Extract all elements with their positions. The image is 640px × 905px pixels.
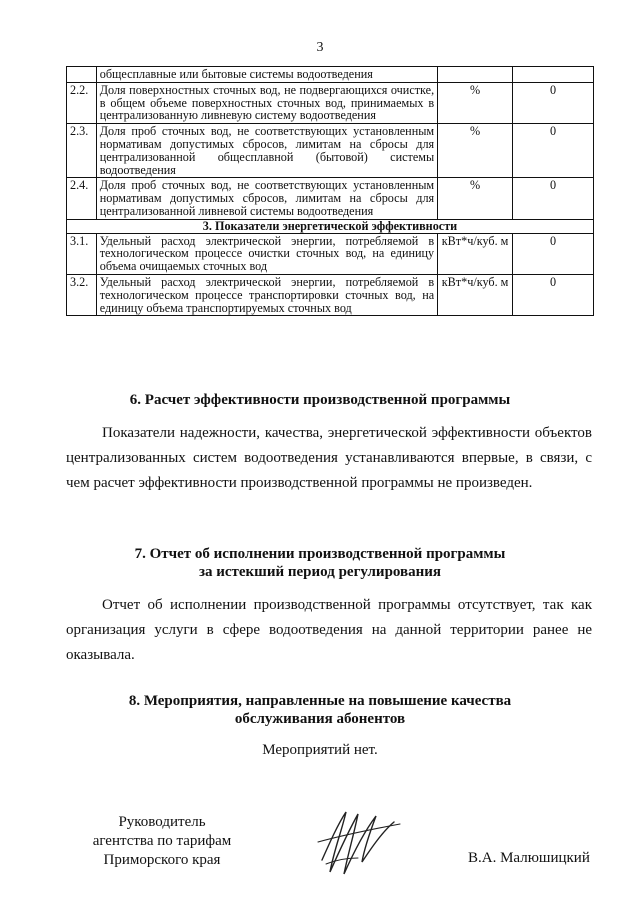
signatory-line3: Приморского края (103, 852, 221, 868)
section7-text (66, 593, 592, 668)
table-row (67, 274, 594, 315)
handwritten-signature-icon (312, 802, 404, 880)
row-value: 0 (512, 274, 593, 315)
row-value: 0 (512, 82, 593, 123)
row-unit: % (438, 124, 513, 178)
row-unit: кВт*ч/куб. м (438, 233, 513, 274)
row-description: Доля проб сточных вод, не соответствующих установленным нормативам допустимых сбросов, лимитам на сбросы для централизованной общесплавной (бытовой) системы водоотведения (96, 124, 437, 178)
section6-text (66, 421, 592, 496)
table-row (67, 233, 594, 274)
page-number: 3 (316, 40, 324, 55)
signatory-line1: Руководитель (118, 814, 206, 830)
row-description: Удельный расход электрической энергии, потребляемой в технологическом процессе транспортировки сточных вод, на единицу объема транспортируемых сточных вод (96, 274, 437, 315)
section8-text: Мероприятий нет. (262, 742, 378, 758)
row-unit (438, 67, 513, 83)
signatory-position (82, 813, 242, 870)
row-number: 2.2. (67, 82, 97, 123)
row-number: 3.2. (67, 274, 97, 315)
table-row (67, 67, 594, 83)
row-value (512, 67, 593, 83)
table-row (67, 124, 594, 178)
row-value: 0 (512, 178, 593, 219)
section7-paragraph: Отчет об исполнении производственной программы отсутствует, так как организация услуги в сфере водоотведения на данной территории ранее не оказывала. (66, 597, 592, 663)
section7-title-line1: 7. Отчет об исполнении производственной программы (134, 546, 506, 562)
row-unit: % (438, 178, 513, 219)
signatory-name: В.А. Малюшицкий (468, 850, 590, 866)
row-unit: % (438, 82, 513, 123)
table-row (67, 82, 594, 123)
section-title: 3. Показатели энергетической эффективности (67, 219, 594, 233)
row-value: 0 (512, 233, 593, 274)
row-description: Доля поверхностных сточных вод, не подвергающихся очистке, в общем объеме поверхностных сточных вод, принимаемых в централизованную ливневую систему водоотведения (96, 82, 437, 123)
section8-title-line2: обслуживания абонентов (234, 711, 406, 727)
row-description: Доля проб сточных вод, не соответствующих установленным нормативам допустимых сбросов, лимитам на сбросы для централизованной ливневой системы водоотведения (96, 178, 437, 219)
section7-title-line2: за истекший период регулирования (198, 564, 442, 580)
row-description: общесплавные или бытовые системы водоотведения (96, 67, 437, 83)
table-section-header (67, 219, 594, 233)
section6-paragraph: Показатели надежности, качества, энергетической эффективности объектов централизованных систем водоотведения устанавливаются впервые, в связи, с чем расчет эффективности производственной программы не произведен. (66, 425, 592, 491)
section8-title-line1: 8. Мероприятия, направленные на повышение качества (128, 693, 512, 709)
section6-title: 6. Расчет эффективности производственной программы (129, 392, 511, 408)
row-unit: кВт*ч/куб. м (438, 274, 513, 315)
row-description: Удельный расход электрической энергии, потребляемой в технологическом процессе очистки сточных вод, на единицу объема очищаемых сточных вод (96, 233, 437, 274)
row-number (67, 67, 97, 83)
row-number: 3.1. (67, 233, 97, 274)
indicators-table (66, 66, 594, 316)
row-number: 2.3. (67, 124, 97, 178)
row-value: 0 (512, 124, 593, 178)
signatory-line2: агентства по тарифам (92, 833, 232, 849)
row-number: 2.4. (67, 178, 97, 219)
table-row (67, 178, 594, 219)
